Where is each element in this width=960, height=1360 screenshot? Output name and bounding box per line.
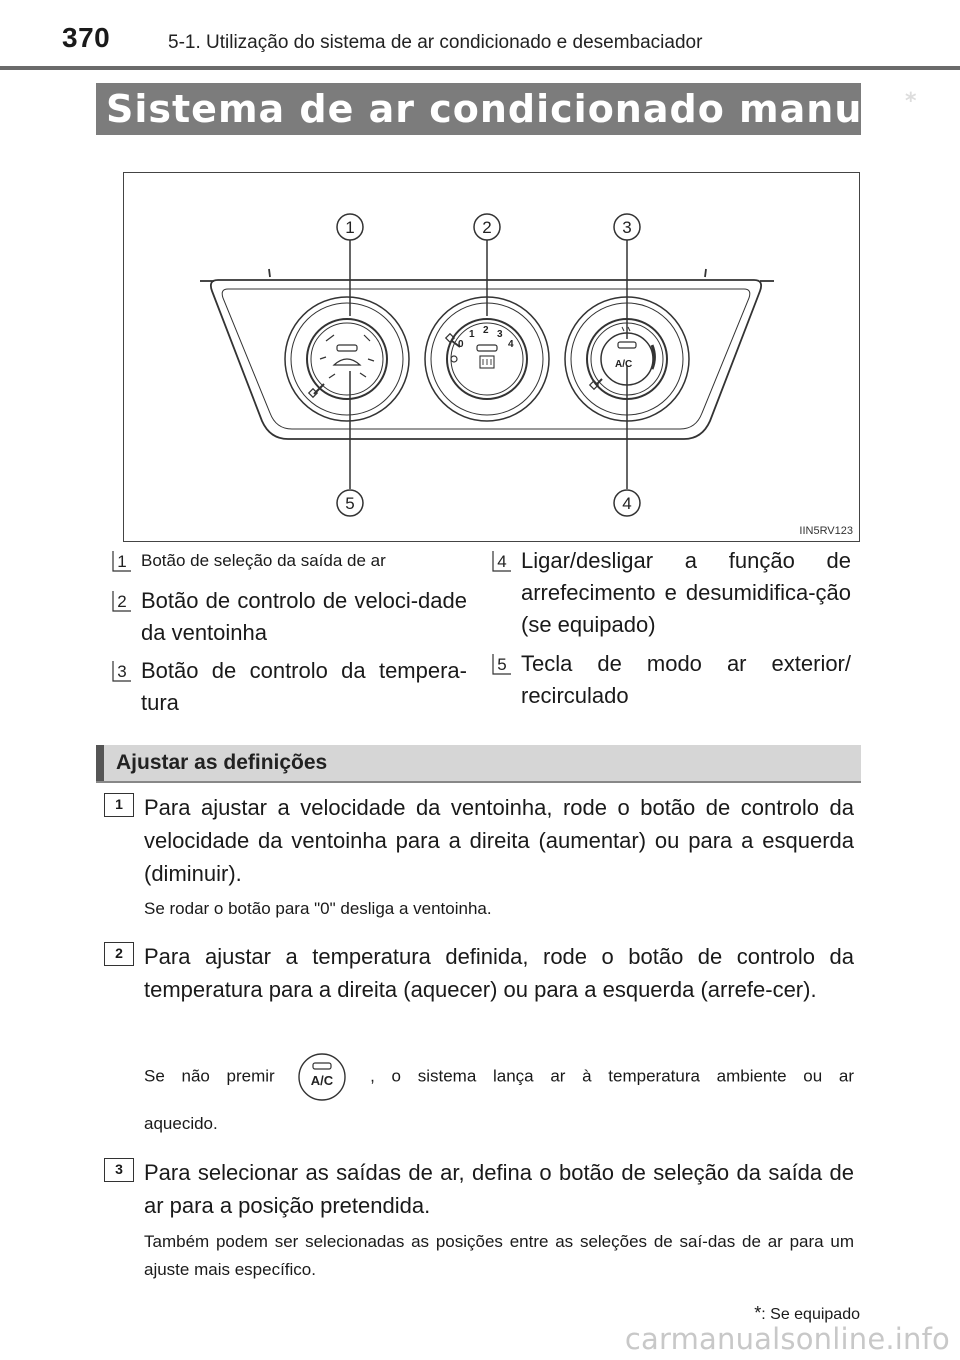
svg-text:2: 2 xyxy=(117,592,127,611)
callout-item-3 xyxy=(111,655,467,719)
footnote-mark: * xyxy=(754,1303,762,1323)
callout-item-2 xyxy=(111,585,467,649)
step-note-2-continued: aquecido. xyxy=(144,1114,218,1133)
footnote-text: : Se equipado xyxy=(761,1306,860,1323)
page-title xyxy=(106,87,918,131)
callout-text-5: Tecla de modo ar exterior/ recirculado xyxy=(521,651,851,708)
header-rule xyxy=(0,66,960,70)
step-badge-1: 1 xyxy=(104,793,134,817)
watermark: carmanualsonline.info xyxy=(624,1322,950,1356)
callout-badge-1 xyxy=(111,549,133,573)
subsection-title: Ajustar as definições xyxy=(116,751,328,774)
step-note-1: Se rodar o botão para "0" desliga a ventoinha. xyxy=(144,899,492,918)
figure-callout-5: 5 xyxy=(345,494,355,513)
ac-button-label: A/C xyxy=(615,359,633,370)
leader-lines xyxy=(350,240,627,489)
figure-callout-2: 2 xyxy=(482,218,492,237)
step-text-1: Para ajustar a velocidade da ventoinha, rode o botão de controlo da velocidade da ventoinha para a direita (aumentar) ou para a esquerda (diminuir). xyxy=(144,795,854,886)
fan-label-2: 2 xyxy=(483,325,489,336)
section-header: 5-1. Utilização do sistema de ar condicionado e desembaciador xyxy=(168,32,703,53)
title-bar xyxy=(96,83,918,135)
step-note-2 xyxy=(144,1052,854,1102)
step-note-2-before: Se não premir xyxy=(144,1066,275,1086)
subsection-accent xyxy=(96,745,104,781)
callout-text-1: Botão de seleção da saída de ar xyxy=(141,551,386,570)
footnote xyxy=(754,1303,860,1324)
figure-callout-3: 3 xyxy=(622,218,632,237)
fan-label-0: 0 xyxy=(458,339,464,350)
step-badge-2: 2 xyxy=(104,942,134,966)
page-number: 370 xyxy=(62,22,111,53)
control-panel-figure xyxy=(123,172,860,542)
air-outlet-dial xyxy=(285,297,409,421)
step-note-3: Também podem ser selecionadas as posições entre as seleções de saí-das de ar para um ajuste mais específico. xyxy=(144,1232,854,1279)
step-note-2-after: , o sistema lança ar à temperatura ambiente ou ar xyxy=(370,1066,854,1086)
page-title-text: Sistema de ar condicionado manual xyxy=(106,87,904,131)
svg-text:4: 4 xyxy=(497,552,507,571)
title-footnote-mark: * xyxy=(905,89,918,114)
callout-text-3: Botão de controlo da tempera-tura xyxy=(141,658,467,715)
callout-text-4: Ligar/desligar a função de arrefecimento e desumidifica-ção (se equipado) xyxy=(521,548,851,637)
callout-badge-4 xyxy=(491,549,513,573)
step-text-2: Para ajustar a temperatura definida, rode o botão de controlo da temperatura para a direita (aquecer) ou para a esquerda (arrefe-cer). xyxy=(144,944,854,1002)
control-panel-illustration xyxy=(124,173,861,543)
fan-label-3: 3 xyxy=(497,329,503,340)
callout-item-4 xyxy=(491,545,851,641)
figure-code: IIN5RV123 xyxy=(799,525,853,537)
callout-item-1 xyxy=(111,545,471,577)
callout-badge-2 xyxy=(111,589,133,613)
step-badge-3: 3 xyxy=(104,1158,134,1182)
callout-item-5 xyxy=(491,648,851,712)
fan-label-4: 4 xyxy=(508,339,514,350)
callout-text-2: Botão de controlo de veloci-dade da ventoinha xyxy=(141,588,467,645)
callout-badge-5 xyxy=(491,652,513,676)
callout-badge-3 xyxy=(111,659,133,683)
svg-text:1: 1 xyxy=(117,552,127,571)
svg-text:5: 5 xyxy=(497,655,507,674)
fan-label-1: 1 xyxy=(469,329,475,340)
figure-callout-1: 1 xyxy=(345,218,355,237)
svg-text:3: 3 xyxy=(117,662,127,681)
figure-callout-4: 4 xyxy=(622,494,632,513)
subsection-bar xyxy=(96,745,861,783)
ac-button-icon xyxy=(297,1052,347,1102)
step-text-3: Para selecionar as saídas de ar, defina o botão de seleção da saída de ar para a posição pretendida. xyxy=(144,1160,854,1218)
svg-text:A/C: A/C xyxy=(311,1073,334,1088)
